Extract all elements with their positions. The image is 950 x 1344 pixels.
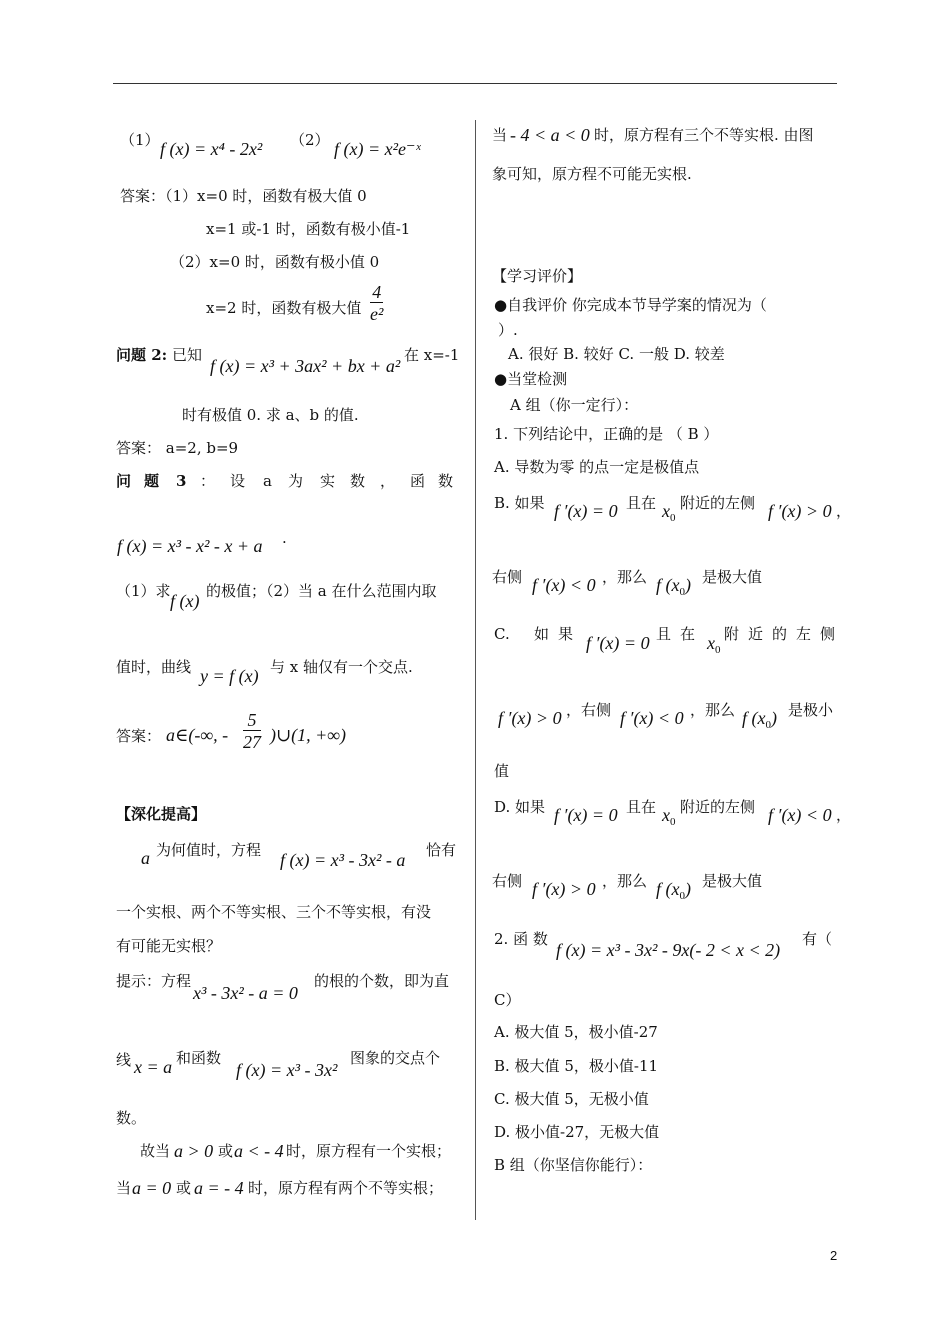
problem-3-answer-fraction: $\frac{5}{27}$	[243, 710, 261, 752]
problem-3-word: 数	[350, 472, 366, 490]
question-2-formula: f (x) = x³ - 3x² - 9x(- 2 < x < 2)	[556, 940, 781, 960]
question-1: 1. 下列结论中，正确的是 （ B ）	[494, 425, 719, 443]
group-a-title: A 组（你一定行）：	[510, 396, 639, 414]
question-1-option-c-b: ，右侧	[566, 701, 612, 719]
deepen-var-a: a	[141, 848, 150, 868]
question-1-option-c-word: 近	[748, 625, 764, 643]
problem-2-text-3: 时有极值 0. 求 a、b 的值.	[182, 406, 359, 424]
question-1-option-b-formula-3: f ′(x) < 0	[532, 575, 596, 595]
question-1-option-b-b: 且在	[626, 494, 657, 512]
problem-2-formula: f (x) = x³ + 3ax² + bx + a²	[210, 356, 401, 376]
question-1-option-d-f: 是极大值	[702, 872, 763, 890]
question-1-option-c-word: 侧	[820, 625, 836, 643]
answer-1b: x=1 或-1 时，函数有极小值-1	[206, 220, 411, 238]
case3-text-b: 时，原方程有三个不等实根. 由图	[594, 126, 814, 144]
question-2-option-c: C. 极大值 5，无极小值	[494, 1090, 649, 1108]
question-1-option-c-word: 在	[680, 625, 696, 643]
question-1-option-c-formula-4: f $(x_0)$	[742, 708, 777, 731]
problem-3-answer-formula-1: a∈(-∞, -	[166, 725, 229, 745]
case3-text-a: 当	[492, 126, 508, 144]
question-1-option-c-c: ，那么	[690, 701, 736, 719]
question-1-option-b-d: 右侧	[492, 568, 523, 586]
case3-text-c: 象可知，原方程不可能无实根.	[492, 165, 692, 183]
question-2-option-d: D. 极小值-27，无极大值	[494, 1123, 660, 1141]
question-1-option-b-e: ，那么	[602, 568, 648, 586]
question-1-option-d-d: 右侧	[492, 872, 523, 890]
question-2-text-b: 有（	[802, 930, 833, 948]
problem-3-formula: f (x) = x³ - x² - x + a	[117, 536, 263, 556]
problem-3-word: ：	[200, 472, 216, 490]
problem-3-formula-period: .	[282, 529, 287, 547]
answer-2a: （2）x=0 时，函数有极小值 0	[170, 253, 380, 271]
hint2-text-c: 图象的交点个	[350, 1049, 441, 1067]
question-1-option-c-a: C.	[494, 625, 510, 643]
question-1-option-c-formula-3: f ′(x) < 0	[620, 708, 684, 728]
hint2-formula-1: x = a	[134, 1057, 173, 1077]
question-1-option-d-formula-4: f $(x_0)$	[656, 879, 691, 902]
case1-text-b: 或	[218, 1142, 234, 1160]
hint-text-a: 提示：方程	[116, 972, 192, 990]
p1-formula-2: f (x) = x²e⁻ˣ	[334, 139, 421, 159]
question-1-option-b-formula-2: f ′(x) > 0	[768, 501, 832, 521]
question-1-option-c-word: 的	[772, 625, 788, 643]
question-1-option-c-word: 附	[724, 625, 740, 643]
question-1-option-d-formula-1: f ′(x) = 0	[554, 805, 618, 825]
group-b-title: B 组（你坚信你能行）：	[494, 1156, 653, 1174]
question-1-option-c-formula-1: f ′(x) = 0	[586, 633, 650, 653]
case3-formula: - 4 < a < 0	[510, 125, 590, 145]
question-1-option-c-x0: $x_0$	[707, 633, 721, 656]
hint3-text: 数。	[116, 1109, 147, 1127]
p1-formula-1: f (x) = x⁴ - 2x²	[160, 139, 263, 159]
question-1-option-d-c: 附近的左侧	[680, 798, 756, 816]
case2-formula-2: a = - 4	[194, 1178, 244, 1198]
deepen-text-2: 恰有	[426, 841, 457, 859]
question-1-option-c-e: 值	[494, 762, 510, 780]
problem-3-word: a	[263, 472, 272, 490]
hint-formula: x³ - 3x² - a = 0	[193, 983, 298, 1003]
question-1-option-d-e: ，那么	[602, 872, 648, 890]
case2-text-c: 时，原方程有两个不等实根；	[248, 1179, 444, 1197]
case1-text-c: 时，原方程有一个实根；	[286, 1142, 452, 1160]
question-1-option-d-comma: ，	[836, 806, 852, 824]
column-divider	[475, 120, 476, 1220]
hint2-formula-2: f (x) = x³ - 3x²	[236, 1060, 338, 1080]
problem-3-title-1: 问	[116, 472, 132, 490]
problem-2-answer: 答案： a=2, b=9	[116, 439, 239, 457]
problem-3-word: 数	[438, 472, 454, 490]
p1-label-2: （2）	[290, 131, 330, 149]
case2-formula-1: a = 0	[132, 1178, 172, 1198]
question-1-option-b-formula-1: f ′(x) = 0	[554, 501, 618, 521]
case1-formula-1: a > 0	[174, 1141, 214, 1161]
case2-text-b: 或	[176, 1179, 192, 1197]
deepen-formula: f (x) = x³ - 3x² - a	[280, 850, 406, 870]
case1-formula-2: a < - 4	[234, 1141, 284, 1161]
case1-text-a: 故当	[140, 1142, 171, 1160]
question-1-option-d-x0: $x_0$	[662, 805, 676, 828]
deepen-text-3: 一个实根、两个不等实根、三个不等实根，有没	[116, 903, 432, 921]
problem-3-answer-label: 答案：	[116, 727, 162, 745]
problem-3-sub1-f: f (x)	[170, 591, 200, 611]
question-1-option-b-formula-4: f $(x_0)$	[656, 575, 691, 598]
answer-2b: x=2 时，函数有极大值	[206, 299, 362, 317]
question-1-option-c-word: 左	[796, 625, 812, 643]
question-2-option-a: A. 极大值 5，极小值-27	[494, 1023, 658, 1041]
question-1-option-c-word: 果	[558, 625, 574, 643]
problem-3-sub2-f: y = f (x)	[200, 666, 259, 686]
self-evaluation-options: A. 很好 B. 较好 C. 一般 D. 较差	[508, 345, 725, 363]
answer-1a: 答案：（1）x=0 时，函数有极大值 0	[120, 187, 367, 205]
p1-label-1: （1）	[120, 131, 160, 149]
question-1-option-b-comma: ，	[836, 502, 852, 520]
question-1-option-d-formula-2: f ′(x) < 0	[768, 805, 832, 825]
question-1-option-d-formula-3: f ′(x) > 0	[532, 879, 596, 899]
hint2-text-a: 线	[116, 1051, 132, 1069]
question-2-answer: C）	[494, 991, 521, 1009]
hint2-text-b: 和函数	[176, 1049, 222, 1067]
question-2-option-b: B. 极大值 5，极小值-11	[494, 1057, 659, 1075]
header-rule	[113, 83, 837, 84]
page-number: 2	[830, 1248, 838, 1263]
problem-3-sub2-b: 与 x 轴仅有一个交点.	[270, 658, 413, 676]
problem-3-sub2-a: 值时，曲线	[116, 658, 192, 676]
question-1-option-b-c: 附近的左侧	[680, 494, 756, 512]
self-evaluation: ●自我评价 你完成本节导学案的情况为（	[494, 296, 767, 314]
problem-2-text-1: 已知	[172, 346, 203, 364]
problem-3-sub1-a: （1）求	[116, 582, 171, 600]
question-1-option-b-a: B. 如果	[494, 494, 545, 512]
question-1-option-c-d: 是极小	[788, 701, 834, 719]
problem-3-sub1-b: 的极值；（2）当 a 在什么范围内取	[206, 582, 437, 600]
problem-3-title-2: 题	[144, 472, 160, 490]
problem-3-word: 实	[320, 472, 336, 490]
test-title: ●当堂检测	[494, 370, 568, 388]
answer-2b-fraction: $\frac{4}{\text{e²}}$	[370, 282, 384, 324]
question-1-option-a: A. 导数为零 的点一定是极值点	[494, 458, 700, 476]
problem-3-word: 设	[230, 472, 246, 490]
problem-3-word: 函	[410, 472, 426, 490]
question-1-option-d-a: D. 如果	[494, 798, 546, 816]
question-1-option-d-b: 且在	[626, 798, 657, 816]
question-1-option-b-x0: $x_0$	[662, 501, 676, 524]
question-2-text-a: 2. 函 数	[494, 930, 548, 948]
hint-text-b: 的根的个数，即为直	[314, 972, 450, 990]
question-1-option-c-formula-2: f ′(x) > 0	[498, 708, 562, 728]
problem-3-title-3: 3	[176, 472, 187, 490]
evaluation-title: 【学习评价】	[492, 267, 583, 285]
problem-3-answer-formula-2: )∪(1, +∞)	[270, 725, 347, 745]
deepen-title: 【深化提高】	[116, 805, 207, 823]
question-1-option-c-word: 如	[534, 625, 550, 643]
self-evaluation-close: ）.	[498, 321, 518, 339]
case2-text-a: 当	[116, 1179, 132, 1197]
question-1-option-b-f: 是极大值	[702, 568, 763, 586]
problem-2-title: 问题 2:	[116, 346, 168, 364]
problem-3-word: 为	[288, 472, 304, 490]
question-1-option-c-word: 且	[656, 625, 672, 643]
deepen-text-1: 为何值时，方程	[156, 841, 262, 859]
problem-2-text-2: 在 x=-1	[404, 346, 460, 364]
deepen-text-4: 有可能无实根？	[116, 937, 222, 955]
problem-3-word: ，	[380, 472, 396, 490]
